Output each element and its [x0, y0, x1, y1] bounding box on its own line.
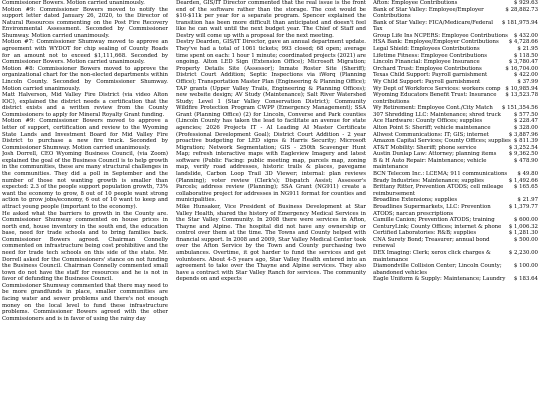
ledger-description: Lifetime Fitness: Employee Contributions: [373, 52, 487, 59]
ledger-amount: $ 1,379.77: [508, 203, 538, 210]
ledger-amount: $ 478.90: [513, 157, 538, 164]
ledger-amount: $ 49.80: [517, 171, 538, 178]
ledger-description: Orchard Trust: Employee Contributions: [373, 65, 482, 72]
ledger-description: Broadlines Supermarkets, LLC: Prevention ATODS; narcan prescriptions: [373, 203, 491, 217]
ledger-amount: $ 3,887.96: [508, 131, 538, 138]
ledger-description: Certified Laboratories: R&B; supplies: [373, 230, 477, 237]
ledger-description: Brady Industries: Maintenance; supplies: [373, 177, 484, 184]
ledger-description: Legal Shield: Employees Contributions: [373, 46, 480, 53]
paragraph: Josh Dorrell, CEO Wyoming Business Council, (via Zoom) explained the goal of the Business Council is to help growth in the communities, these are many structural challenges in the communities. They did a poll in September and the number of those not wanting growth is smaller than expected: 2.3 of the people support population growth, 73% want the economy to grow, 8 out of 10 people want strong action to grow jobs/economy, 6 out of 10 want to keep and attract young people (important to the economy).: [2, 151, 168, 210]
paragraph: Commissioner Bowers. Motion carried unanimously.: [2, 0, 145, 6]
ledger-amount: $ 3,780.47: [508, 59, 538, 66]
ledger-amount: $ 1,492.66: [508, 177, 538, 184]
paragraph: He asked what the barriers to growth in the County are. Commissioner Shumway commented on house prices in north end, house inventory in the south end, the education base, need for trade schools and to bring families back. Commissioner Bowers agreed. Chairman Connelly commented on infrastructure being cost prohibitive and the need for trade tech schools on this side of the state. Mr. Dorrell asked for the Commissioners' stance on not funding the Business Council. Chairman Connelly commented small town do not have the staff for resources and he is not in favor of defunding the Business Council.: [2, 210, 168, 283]
article-column-left: [2, 0, 168, 400]
ledger-description: AT&T Mobility: Sheriff; phone service: [373, 144, 477, 151]
ledger-description: CNA Surety Bond; Treasurer; annual bond renewal: [373, 236, 490, 250]
ledger-row: [373, 46, 538, 53]
ledger-row: [373, 20, 538, 33]
paragraph: Destry Dearden, GIS/IT Director, gave an annual department update. They've had a total of 1061 tickets; 993 closed; 68 open; average time spent on each: 1 hour 1 minute; coordinated projects (2021) are ongoing. Alton LED Sign (Extension Office); Microsoft Migration; Property Details Site (Assessor); Inmate Roster Site (Sheriff); District Court Addition; Septic Inspections via iWorq (Planning Office); Transportation Master Plan (Engineering & Planning Office); TAP grants (Upper Valley Trails, Engineering & Planning Offices); new website design; AV Study (Maintenance); Salt River Watershed Study; Level 1 (Star Valley Conservation District); Community Wildfire Protection Program CWPP (Emergency Management); SSA Grant (Planning Office) (2) for Lincoln, Converse and Park counties (Lincoln County has taken the lead to facilitate an avenue for state agencies; 2026 Projects IT - AI Leading AI Master Certificate (Professional Development Goal); District Court Addition - 2 year proactive budgeting for LED signs & Harris Security; Microsoft Migration; Network Segmentation; GIS - 250th Scavenger Hunt Map; refresh interactive maps with Eagleview Imagery and latest software (Public Facing: public meeting map, parcels map, zoning map, verify road addresses, historic trails & places, pavegame landslide, Carbon Loop Trail 3D Viewer; internal: plan reviews (Planning); voter review (Clerk's); Dispatch Assist; Assessor's Parcels; address review (Planning); SSA Grant (NG911) create a collaborative project for addresses in NG911 format for counties and municipalities.: [176, 39, 366, 204]
ledger-row: [373, 204, 538, 217]
ledger-row: [373, 66, 538, 73]
ledger-amount: $ 165.65: [513, 184, 538, 191]
ledger-amount: $ 432.00: [513, 32, 538, 39]
ledger-description: Wyoming Educators Benefit Trust: Insurance contributions: [373, 92, 497, 105]
ledger-amount: $ 422.00: [513, 72, 538, 79]
ledger-amount: $ 328.00: [513, 124, 538, 131]
ledger-amount: $ 28,882.73: [505, 6, 538, 13]
ledger-amount: $ 2,230.00: [508, 249, 538, 256]
ledger-amount: $ 9,362.50: [508, 151, 538, 158]
ledger-row: [373, 79, 538, 86]
ledger-row: [373, 276, 538, 283]
ledger-row: [373, 217, 538, 224]
ledger-amount: $ 811.39: [513, 138, 538, 145]
ledger-amount: $ 183.64: [513, 276, 538, 283]
ledger-row: [373, 53, 538, 60]
ledger-amount: $ 21.95: [517, 46, 538, 53]
paragraph: Dearden, GIS/IT Director commented that the real issue is the front end of the software rather than the storage. The cost would be $10-$11k per year for a separate program. Spencer explained the transition has been more difficult than anticipated and doesn't feel like he can wait until the next budget year. The Chief of Staff and Destry will come up with a proposal for the next meeting.: [176, 0, 366, 39]
ledger-row: [373, 224, 538, 231]
ledger-description: BCN Telecom Inc.: LCEMA; 911 communications: [373, 171, 508, 178]
ledger-row: [373, 105, 538, 112]
ledger-description: Bank of Star Valley: Employee/Employer Contributions: [373, 6, 484, 20]
ledger-description: CenturyLink; County Offices; internet & phone: [373, 223, 502, 230]
ledger-description: Brittany Ritter, Prevention ATODS; cell mileage reimbursement: [373, 184, 504, 197]
ledger-description: Wy Retirement: Employee Cont./City Match: [373, 105, 493, 112]
paragraph: Motion #9: Commissioner Bowers moved to notify the support letter dated January 26, 2020, to the Director of Natural Resources commenting on the Post Fire Recovery Environmental Assessment. Seconded by Commissioner Shumway. Motion carried unanimously.: [2, 6, 168, 39]
ledger-description: Diamondville Collision Center; Lincoln County; abandoned vehicles: [373, 263, 502, 276]
ledger-row: [373, 132, 538, 139]
ledger-description: Lincoln Financial: Employee Insurance: [373, 59, 480, 66]
ledger-column-right: [373, 0, 538, 400]
ledger-row: [373, 138, 538, 145]
article-column-middle: [176, 0, 366, 400]
ledger-amount: $ 4,728.66: [508, 39, 538, 46]
ledger-amount: $ 100.00: [513, 263, 538, 270]
ledger-description: Eagle Uniform & Supply: Maintenance; Laundry: [373, 276, 506, 283]
ledger-row: [373, 112, 538, 119]
ledger-amount: $ 1,281.30: [508, 230, 538, 237]
ledger-amount: $ 500.00: [513, 236, 538, 243]
ledger-amount: $ 21.97: [517, 197, 538, 204]
ledger-row: [373, 33, 538, 40]
ledger-row: [373, 237, 538, 250]
ledger-row: [373, 0, 538, 7]
ledger-row: [373, 178, 538, 185]
ledger-row: [373, 197, 538, 204]
paragraph: Commissioner Shumway commented that there may need to be more grandfunds in place, smaller communities are facing water and sewer problems and there's not enough money on the local level to fund these infrastructure problems. Commissioner Bowers agreed with the other Commissioners and is in favor of using the rainy day: [2, 282, 168, 322]
ledger-row: [373, 125, 538, 132]
ledger-description: Ace Hardware: County Offices; supplies: [373, 118, 483, 125]
ledger-row: [373, 250, 538, 263]
ledger-row: [373, 184, 538, 197]
ledger-description: Texas Child Support: Payroll garnishment: [373, 72, 488, 79]
ledger-amount: $ 13,523.78: [505, 92, 538, 99]
ledger-amount: $ 3,252.54: [508, 144, 538, 151]
ledger-row: [373, 158, 538, 171]
ledger-description: HSA Bank: Employee/Employer Contributions: [373, 39, 499, 46]
ledger-description: Group Life Ins NCPERS: Employee Contributions: [373, 32, 508, 39]
ledger-row: [373, 118, 538, 125]
ledger-description: Broadline Extensions; supplies: [373, 197, 458, 204]
paragraph: Motion #7: Commissioner Shumway moved to approve an agreement with WYDOT for chip sealing of County Roads for an amount not to exceed $1,111,668. Seconded by Commissioner Bowers. Motion carried unanimously.: [2, 39, 168, 66]
ledger-amount: $ 151,354.56: [501, 105, 538, 112]
ledger-row: [373, 7, 538, 20]
ledger-row: [373, 92, 538, 105]
ledger-description: Wy Dept of Workforce Services: workers comp: [373, 85, 501, 92]
ledger-description: 307 Shredding LLC: Maintenance; shred truck: [373, 111, 501, 118]
ledger-description: Austin Dunlap Law: Attorney; planning items: [373, 151, 497, 158]
ledger-amount: $ 10,985.94: [505, 85, 538, 92]
ledger-amount: $ 929.63: [513, 0, 538, 6]
ledger-row: [373, 59, 538, 66]
ledger-amount: $ 16,704.00: [505, 65, 538, 72]
ledger-row: [373, 263, 538, 276]
ledger-row: [373, 145, 538, 152]
ledger-row: [373, 151, 538, 158]
ledger-description: DEX Imaging: Clerk; xerox click charges & maintenance: [373, 249, 491, 263]
paragraph: Motion #9: Commissioner Bowers moved to approve a letter of support, certification and review to the Wyoming State Lands and Investment Board for Mid Valley Fire District to purchase a new fire truck. Seconded by Commissioner Shumway. Motion carried unanimously.: [2, 118, 168, 151]
ledger-amount: $ 600.00: [513, 217, 538, 224]
ledger-description: Camille Canion; Prevention ATODS; training: [373, 217, 495, 224]
paragraph: Motion #8: Commissioner Bowers moved to approve the organizational chart for the non-elected departments within Lincoln County. Seconded by Commissioner Shumway. Motion carried unanimously.: [2, 65, 168, 92]
ledger-amount: $ 1,006.32: [508, 223, 538, 230]
ledger-row: [373, 39, 538, 46]
ledger-amount: $ 228.47: [513, 118, 538, 125]
ledger-row: [373, 171, 538, 178]
ledger-description: Wy Child Support: Payroll garnishment: [373, 78, 481, 85]
ledger-description: B & H Auto Repair: Maintenance; vehicle maintenance: [373, 157, 487, 171]
ledger-description: Allwest Communications: IT; GIS; internet: [373, 131, 489, 138]
ledger-description: Afton: Employee Contributions: [373, 0, 458, 6]
ledger-amount: $ 181,975.94: [501, 19, 538, 26]
ledger-description: Bank of Star Valley: FICA/Medicare/Federal Tax: [373, 19, 493, 33]
paragraph: Matt Halverson, Mid Valley Fire District (via video Alton IOC), explained the district needs a certification that the district exists and a written review from the County Commissioners to apply for Mineral Royalty Grant funding.: [2, 92, 168, 118]
ledger-row: [373, 72, 538, 79]
ledger-row: [373, 230, 538, 237]
ledger-amount: $ 577.50: [513, 111, 538, 118]
ledger-description: Amazon Capital Services; County Offices; supplies: [373, 138, 511, 145]
ledger-amount: $ 37.99: [517, 78, 538, 85]
ledger-amount: $ 118.50: [513, 52, 538, 59]
paragraph: Mike Hunsaker, Vice President of Business Development at Star Valley Health, shared the history of Emergency Medical Services in the Star Valley Community. In 2008 there were services in Afton, Thayne and Alpine. The hospital did not have any ownership or control over them at the time. The Towns and County helped with financial support. In 2008 and 2009, Star Valley Medical Center took over the Afton Service by the Town and County purchasing two ambulances. Overtime, it got harder to fund the services and get volunteers. About 4-5 years ago, Star Valley Health entered into an agreement to take over the Thayne and Alpine services. They also have a contract with Star Valley Ranch for services. The community depends on and expects: [176, 203, 366, 283]
ledger-row: [373, 86, 538, 93]
ledger-description: Alton Point S: Sheriff; vehicle maintenance: [373, 124, 491, 131]
